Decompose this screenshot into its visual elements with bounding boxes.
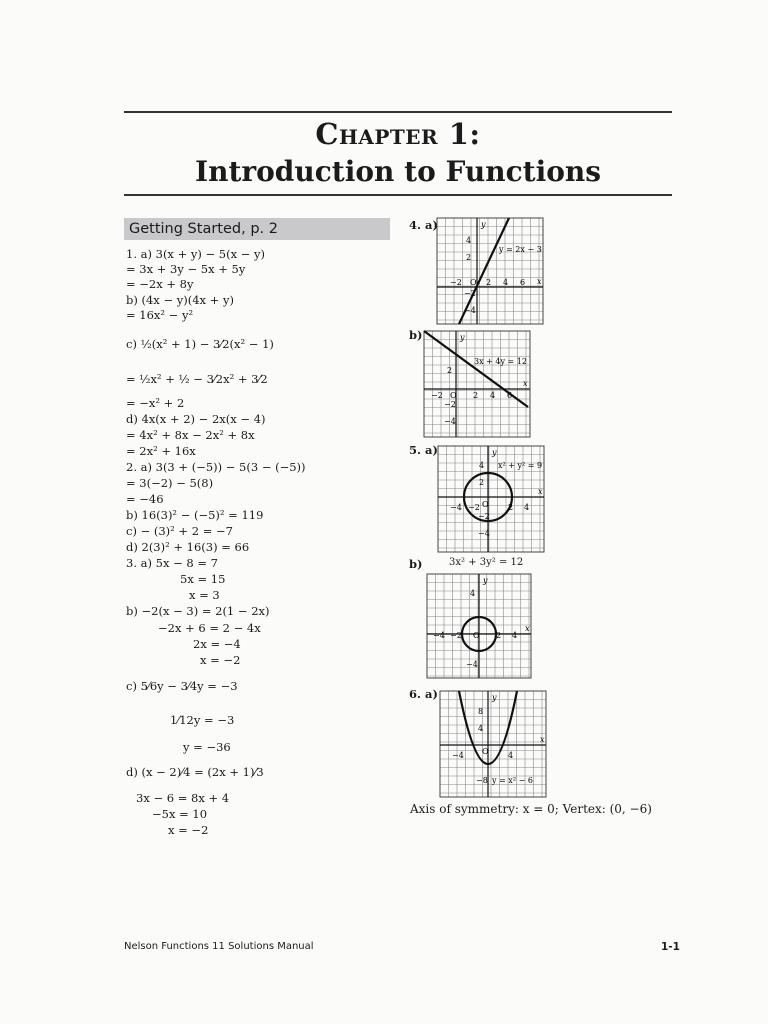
- solution-line: x = −2: [200, 653, 241, 667]
- origin-label: O: [482, 500, 489, 509]
- solution-line: 2. a) 3(3 + (−5)) − 5(3 − (−5)): [126, 460, 306, 474]
- tick-label: −4: [452, 751, 464, 760]
- solution-line: = 3x + 3y − 5x + 5y: [126, 262, 246, 276]
- solution-line: = 3(−2) − 5(8): [126, 476, 214, 490]
- tick-label: 4: [466, 236, 472, 245]
- solution-line: c) ½(x² + 1) − 3⁄2(x² − 1): [126, 337, 274, 351]
- tick-label: 4: [503, 278, 509, 287]
- tick-label: 4: [479, 461, 485, 470]
- solution-line: −2x + 6 = 2 − 4x: [158, 621, 261, 635]
- tick-label: 6: [520, 278, 526, 287]
- graph-5a: [438, 446, 544, 552]
- tick-label: −4: [433, 631, 445, 640]
- solution-line: = 16x² − y²: [126, 308, 194, 322]
- equation-label: 3x + 4y = 12: [474, 357, 527, 366]
- graph-5b-equation: 3x² + 3y² = 12: [449, 557, 524, 568]
- chapter-title: Introduction to Functions: [194, 155, 602, 188]
- tick-label: −2: [444, 400, 456, 409]
- graph-label: 4. a): [409, 218, 438, 232]
- tick-label: 2: [447, 366, 453, 375]
- origin-label: O: [450, 391, 457, 400]
- solution-line: b) 16(3)² − (−5)² = 119: [126, 508, 264, 522]
- solution-line: c) 5⁄6y − 3⁄4y = −3: [126, 679, 238, 693]
- solution-line: y = −36: [183, 740, 231, 754]
- tick-label: 2: [486, 278, 492, 287]
- solution-line: 3x − 6 = 8x + 4: [136, 791, 230, 805]
- x-axis-label: x: [540, 735, 545, 744]
- solution-line: = −46: [126, 492, 164, 506]
- x-axis-label: x: [525, 624, 530, 633]
- x-axis-label: x: [523, 379, 528, 388]
- solution-line: 1. a) 3(x + y) − 5(x − y): [126, 247, 266, 261]
- solution-line: d) 4x(x + 2) − 2x(x − 4): [126, 412, 266, 426]
- solution-line: x = −2: [168, 823, 209, 837]
- footer-book-title: Nelson Functions 11 Solutions Manual: [124, 941, 314, 952]
- tick-label: −4: [466, 660, 478, 669]
- tick-label: 2: [508, 503, 514, 512]
- chapter-heading: Chapter 1:: [315, 117, 481, 151]
- solution-line: = ½x² + ½ − 3⁄2x² + 3⁄2: [126, 372, 268, 386]
- tick-label: 6: [507, 391, 513, 400]
- origin-label: O: [482, 747, 489, 756]
- solution-line: d) 2(3)² + 16(3) = 66: [126, 540, 250, 554]
- solution-line: 3. a) 5x − 8 = 7: [126, 556, 218, 570]
- origin-label: O: [470, 278, 477, 287]
- equation-label: y = x² − 6: [492, 776, 533, 785]
- section-heading: Getting Started, p. 2: [124, 218, 390, 240]
- tick-label: −2: [431, 391, 443, 400]
- tick-label: −4: [444, 417, 456, 426]
- solution-line: −5x = 10: [152, 807, 208, 821]
- tick-label: −2: [478, 512, 490, 521]
- graph-label: 5. a): [409, 443, 438, 457]
- y-axis-label: y: [483, 576, 488, 585]
- graph-6a-caption: Axis of symmetry: x = 0; Vertex: (0, −6): [410, 802, 652, 816]
- tick-label: 2: [473, 391, 479, 400]
- graph-label: b): [409, 557, 423, 571]
- tick-label: 4: [508, 751, 514, 760]
- top-rule: [124, 111, 672, 113]
- solution-line: 5x = 15: [180, 572, 226, 586]
- x-axis-label: x: [537, 277, 542, 286]
- solution-line: 1⁄12y = −3: [170, 713, 235, 727]
- graph-label: 6. a): [409, 687, 438, 701]
- solution-line: b) −2(x − 3) = 2(1 − 2x): [126, 604, 270, 618]
- tick-label: 2: [496, 631, 502, 640]
- tick-label: −2: [450, 278, 462, 287]
- tick-label: −8: [476, 776, 488, 785]
- bottom-rule: [124, 194, 672, 196]
- solution-line: d) (x − 2)⁄4 = (2x + 1)⁄3: [126, 765, 264, 779]
- graph-5b: [427, 574, 531, 678]
- solution-line: b) (4x − y)(4x + y): [126, 293, 234, 307]
- solution-line: = 4x² + 8x − 2x² + 8x: [126, 428, 255, 442]
- tick-label: 4: [470, 589, 476, 598]
- graph-6a: [440, 691, 546, 797]
- graph-4a: [437, 218, 543, 324]
- tick-label: −4: [450, 503, 462, 512]
- origin-label: O: [473, 631, 480, 640]
- tick-label: −4: [478, 529, 490, 538]
- solution-line: = −2x + 8y: [126, 277, 194, 291]
- tick-label: −2: [450, 631, 462, 640]
- equation-label: x² + y² = 9: [498, 461, 543, 470]
- tick-label: 8: [478, 707, 484, 716]
- solution-line: x = 3: [189, 588, 220, 602]
- y-axis-label: y: [492, 693, 497, 702]
- tick-label: 4: [490, 391, 496, 400]
- y-axis-label: y: [460, 333, 465, 342]
- solution-line: = 2x² + 16x: [126, 444, 196, 458]
- x-axis-label: x: [538, 487, 543, 496]
- graph-border: [437, 218, 543, 324]
- tick-label: 4: [478, 724, 484, 733]
- graph-border: [424, 331, 530, 437]
- graph-4b: [424, 331, 530, 437]
- solution-line: = −x² + 2: [126, 396, 185, 410]
- y-axis-label: y: [481, 220, 486, 229]
- tick-label: −4: [464, 306, 476, 315]
- tick-label: 2: [479, 478, 485, 487]
- tick-label: −2: [468, 503, 480, 512]
- tick-label: −2: [464, 289, 476, 298]
- solution-line: 2x = −4: [193, 637, 241, 651]
- equation-label: y = 2x − 3: [499, 245, 542, 254]
- graph-label: b): [409, 328, 423, 342]
- tick-label: 4: [512, 631, 518, 640]
- page-number: 1-1: [661, 941, 680, 953]
- solution-line: c) − (3)² + 2 = −7: [126, 524, 233, 538]
- tick-label: 4: [524, 503, 530, 512]
- y-axis-label: y: [492, 448, 497, 457]
- tick-label: 2: [466, 253, 472, 262]
